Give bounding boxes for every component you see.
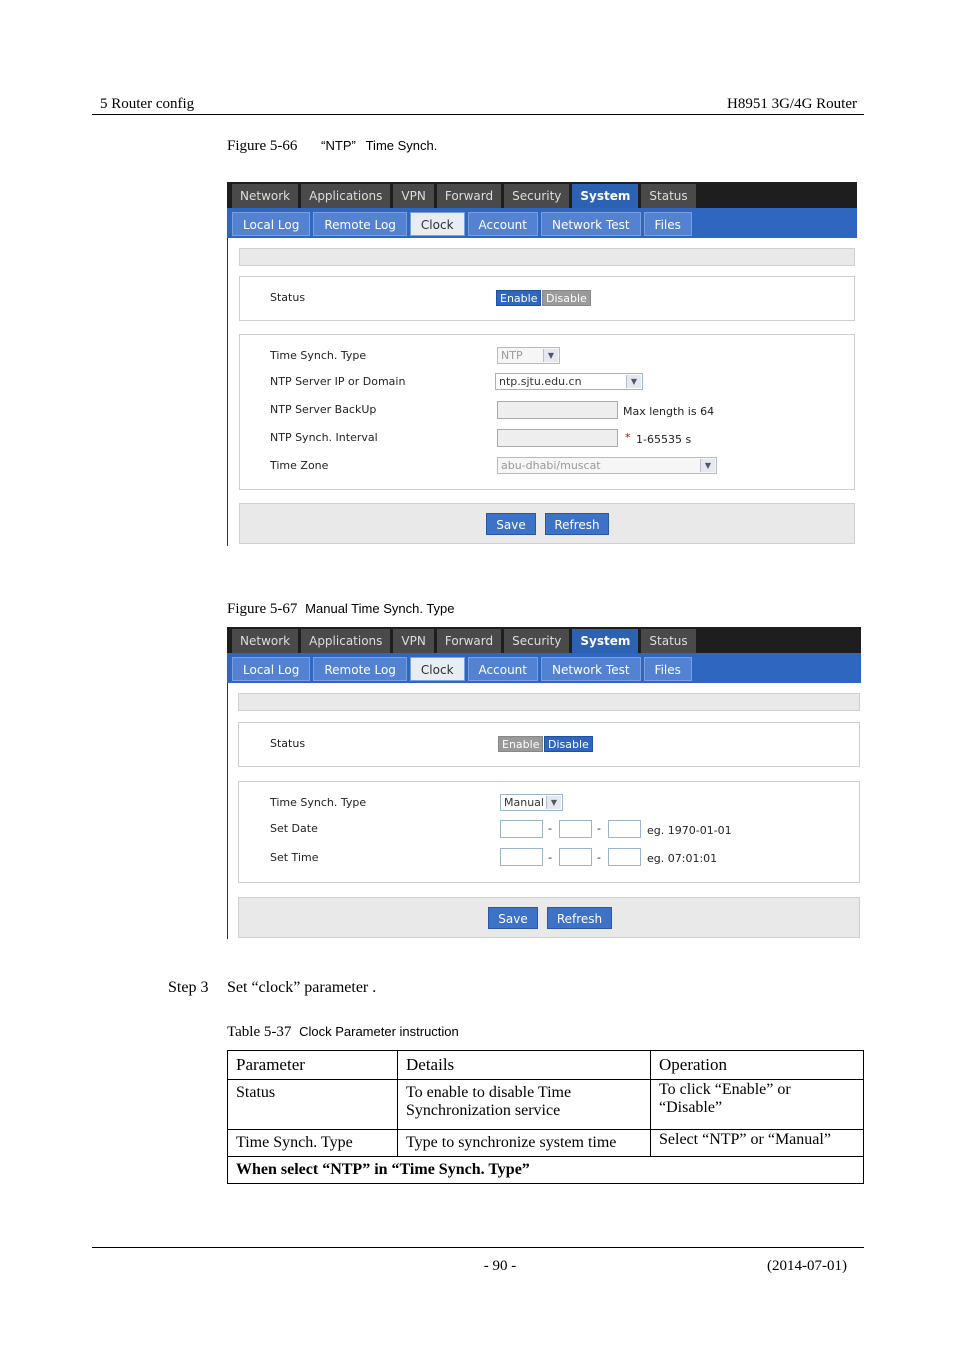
backup-hint: Max length is 64 — [623, 405, 715, 418]
status-label: Status — [270, 291, 306, 304]
top-nav — [227, 182, 857, 208]
top-nav — [227, 627, 861, 653]
subtab-network-test[interactable]: Network Test — [541, 212, 641, 236]
manual-screenshot — [227, 627, 861, 939]
subtab-files[interactable]: Files — [644, 212, 692, 236]
refresh-button[interactable]: Refresh — [545, 513, 609, 535]
chevron-down-icon: ▼ — [543, 349, 558, 362]
disable-button[interactable]: Disable — [542, 290, 591, 306]
header-details: Details — [398, 1051, 651, 1080]
step-number: Step 3 — [168, 979, 209, 996]
required-star: * — [625, 431, 631, 444]
subtab-account[interactable]: Account — [468, 212, 538, 236]
subtab-remote-log[interactable]: Remote Log — [313, 212, 407, 236]
subtab-clock[interactable]: Clock — [410, 212, 465, 236]
table-section-row — [228, 1157, 864, 1184]
time-label: Set Time — [270, 851, 319, 864]
table-row — [228, 1130, 864, 1157]
interval-label: NTP Synch. Interval — [270, 431, 378, 444]
date-year-input[interactable] — [500, 820, 543, 838]
table-caption — [227, 1024, 459, 1041]
time-minute-input[interactable] — [559, 848, 592, 866]
status-panel — [238, 722, 860, 767]
tab-status[interactable]: Status — [641, 184, 695, 208]
step-text: Set “clock” parameter . — [227, 979, 377, 996]
refresh-button[interactable]: Refresh — [547, 907, 612, 929]
chevron-down-icon: ▼ — [546, 796, 561, 809]
chapter-title: 5 Router config — [100, 96, 195, 112]
table-cell: To enable to disable Time Synchronization service — [398, 1080, 651, 1130]
figure-67-caption — [227, 601, 455, 618]
ntp-settings-panel — [239, 334, 855, 490]
save-button[interactable]: Save — [486, 513, 536, 535]
backup-label: NTP Server BackUp — [270, 403, 377, 416]
action-bar — [239, 503, 855, 544]
tab-status[interactable]: Status — [641, 629, 695, 653]
zone-select-value: abu-dhabi/muscat — [501, 459, 601, 472]
action-bar — [238, 897, 860, 938]
sub-nav — [227, 208, 857, 238]
chevron-down-icon: ▼ — [700, 459, 715, 472]
tab-system[interactable]: System — [572, 184, 638, 208]
date-separator: - — [548, 822, 552, 835]
sub-nav — [227, 653, 861, 683]
status-label: Status — [270, 737, 306, 750]
product-title: H8951 3G/4G Router — [727, 96, 857, 112]
chevron-down-icon: ▼ — [626, 375, 641, 388]
footer-date: (2014-07-01) — [767, 1258, 847, 1274]
backup-input[interactable] — [497, 401, 618, 419]
figure-67-number: Figure 5-67 — [227, 601, 298, 617]
subtab-network-test[interactable]: Network Test — [541, 657, 641, 681]
time-separator: - — [548, 851, 552, 864]
subtab-local-log[interactable]: Local Log — [232, 657, 310, 681]
time-hint: eg. 07:01:01 — [647, 852, 718, 865]
enable-button[interactable]: Enable — [496, 290, 541, 306]
clock-parameter-table — [227, 1050, 864, 1184]
time-hour-input[interactable] — [500, 848, 543, 866]
subtab-files[interactable]: Files — [644, 657, 692, 681]
type-select-value: NTP — [501, 349, 523, 362]
date-day-input[interactable] — [608, 820, 641, 838]
date-month-input[interactable] — [559, 820, 592, 838]
status-panel — [239, 276, 855, 321]
figure-66-caption — [227, 138, 437, 155]
server-select[interactable] — [495, 373, 643, 390]
footer-rule — [92, 1247, 864, 1248]
type-label: Time Synch. Type — [270, 796, 367, 809]
page-number: - 90 - — [483, 1258, 517, 1274]
zone-select[interactable] — [497, 457, 717, 474]
tab-network[interactable]: Network — [232, 184, 298, 208]
table-cell: Type to synchronize system time — [398, 1130, 651, 1157]
table-cell: Select “NTP” or “Manual” — [651, 1130, 864, 1157]
tab-system[interactable]: System — [572, 629, 638, 653]
ntp-screenshot — [227, 182, 857, 546]
tab-vpn[interactable]: VPN — [393, 629, 433, 653]
header-parameter: Parameter — [228, 1051, 398, 1080]
type-label: Time Synch. Type — [270, 349, 367, 362]
subtab-remote-log[interactable]: Remote Log — [313, 657, 407, 681]
zone-label: Time Zone — [270, 459, 329, 472]
table-caption-text: Clock Parameter instruction — [299, 1024, 459, 1039]
tab-network[interactable]: Network — [232, 629, 298, 653]
figure-66-ntp: “NTP” — [321, 138, 356, 153]
figure-66-text: Time Synch. — [365, 138, 438, 153]
header-operation: Operation — [651, 1051, 864, 1080]
type-select[interactable] — [500, 794, 563, 811]
interval-input[interactable] — [497, 429, 618, 447]
date-hint: eg. 1970-01-01 — [647, 824, 732, 837]
manual-settings-panel — [238, 781, 860, 883]
tab-forward[interactable]: Forward — [437, 629, 501, 653]
title-bar — [238, 693, 860, 711]
table-section-cell: When select “NTP” in “Time Synch. Type” — [228, 1157, 864, 1184]
header-rule — [92, 114, 864, 115]
disable-button[interactable]: Disable — [544, 736, 593, 752]
figure-66-number: Figure 5-66 — [227, 138, 298, 154]
tab-vpn[interactable]: VPN — [393, 184, 433, 208]
type-select[interactable] — [497, 347, 560, 364]
time-second-input[interactable] — [608, 848, 641, 866]
server-select-value: ntp.sjtu.edu.cn — [499, 375, 582, 388]
date-label: Set Date — [270, 822, 318, 835]
tab-forward[interactable]: Forward — [437, 184, 501, 208]
server-label: NTP Server IP or Domain — [270, 375, 406, 388]
table-row — [228, 1080, 864, 1130]
date-separator: - — [597, 822, 601, 835]
type-select-value: Manual — [504, 796, 544, 809]
title-bar — [239, 248, 855, 266]
subtab-clock[interactable]: Clock — [410, 657, 465, 681]
table-cell: Time Synch. Type — [228, 1130, 398, 1157]
table-number: Table 5-37 — [227, 1024, 292, 1040]
table-header-row — [228, 1051, 864, 1080]
table-cell: Status — [228, 1080, 398, 1130]
enable-button[interactable]: Enable — [498, 736, 543, 752]
subtab-local-log[interactable]: Local Log — [232, 212, 310, 236]
time-separator: - — [597, 851, 601, 864]
table-cell: To click “Enable” or “Disable” — [651, 1080, 864, 1130]
tab-security[interactable]: Security — [504, 629, 569, 653]
tab-applications[interactable]: Applications — [301, 629, 390, 653]
tab-applications[interactable]: Applications — [301, 184, 390, 208]
subtab-account[interactable]: Account — [468, 657, 538, 681]
interval-hint: 1-65535 s — [636, 433, 692, 446]
tab-security[interactable]: Security — [504, 184, 569, 208]
save-button[interactable]: Save — [488, 907, 538, 929]
figure-67-text: Manual Time Synch. Type — [305, 601, 455, 616]
